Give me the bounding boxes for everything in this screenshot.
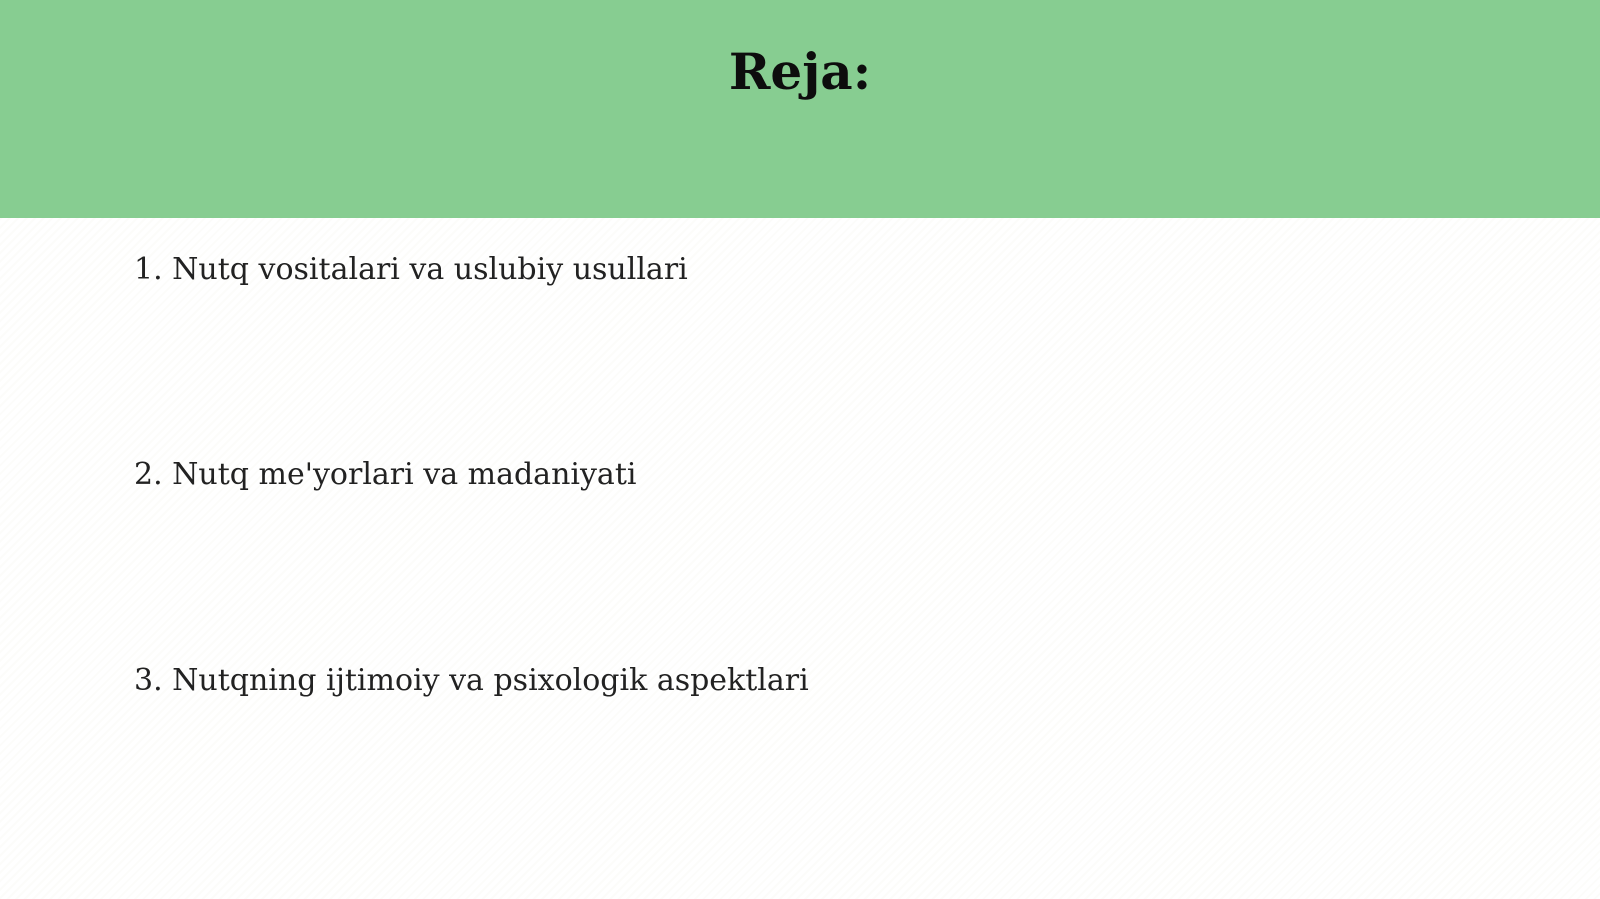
slide-header-band xyxy=(0,0,1600,218)
plan-item-2: 2. Nutq me'yorlari va madaniyati xyxy=(134,457,637,492)
slide-title: Reja: xyxy=(728,42,872,101)
slide-content-area xyxy=(0,218,1600,899)
plan-item-3: 3. Nutqning ijtimoiy va psixologik aspektlari xyxy=(134,663,809,698)
plan-item-1: 1. Nutq vositalari va uslubiy usullari xyxy=(134,252,688,287)
